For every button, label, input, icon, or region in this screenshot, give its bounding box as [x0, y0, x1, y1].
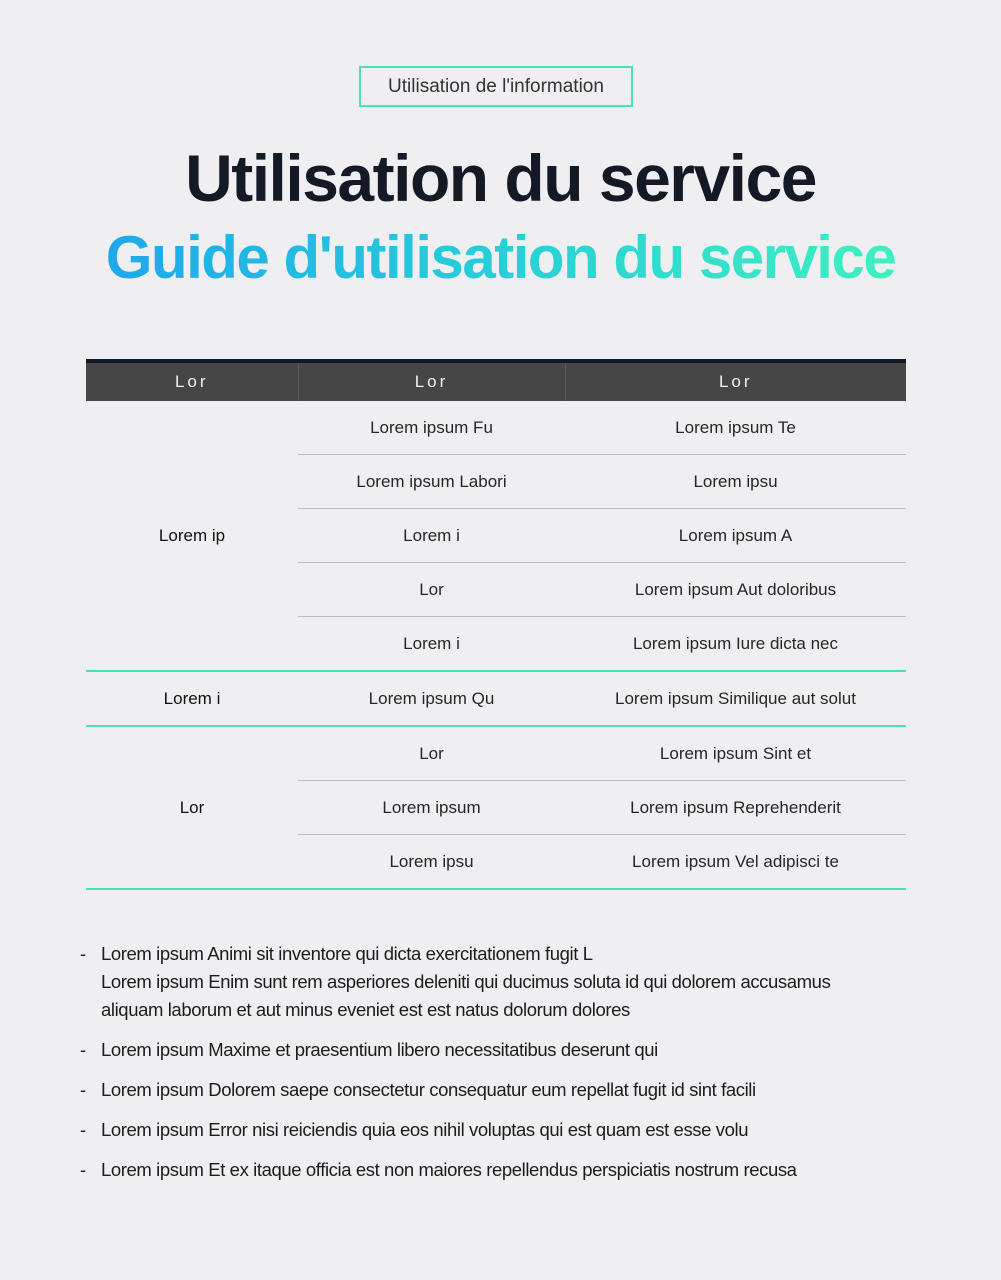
list-item [80, 940, 900, 1024]
table-cell: Lorem i [298, 509, 565, 563]
table-cell: Lor [298, 563, 565, 617]
note-line: aliquam laborum et aut minus eveniet est est natus dolorum dolores [101, 999, 630, 1020]
list-item [80, 1156, 900, 1184]
list-item [80, 1076, 900, 1104]
dash-bullet: - [80, 1039, 86, 1060]
note-line: Lorem ipsum Enim sunt rem asperiores deleniti qui ducimus soluta id qui dolorem accusamus [101, 971, 831, 992]
table-cell: Lorem ipsum [298, 781, 565, 835]
table-cell: Lorem ipsum Iure dicta nec [565, 617, 906, 672]
page-title: Utilisation du service [185, 141, 816, 215]
table-cell: Lorem ipsum Sint et [565, 726, 906, 781]
table-row [86, 671, 906, 726]
note-line: Lorem ipsum Dolorem saepe consectetur consequatur eum repellat fugit id sint facili [101, 1079, 756, 1100]
table-cell: Lorem ipsum A [565, 509, 906, 563]
section-tag: Utilisation de l'information [359, 66, 633, 107]
notes-list [80, 940, 900, 1196]
group-label: Lor [86, 726, 298, 889]
table-cell: Lor [298, 726, 565, 781]
group-label: Lorem i [86, 671, 298, 726]
note-line: Lorem ipsum Error nisi reiciendis quia eos nihil voluptas qui est quam est esse volu [101, 1119, 749, 1140]
table-cell: Lorem ipsu [565, 455, 906, 509]
table-row [86, 726, 906, 781]
dash-bullet: - [80, 1079, 86, 1100]
table-cell: Lorem ipsu [298, 835, 565, 890]
table-row [86, 401, 906, 455]
page-subtitle [0, 220, 1001, 296]
dash-bullet: - [80, 1159, 86, 1180]
column-header: Lor [565, 361, 906, 401]
table-cell: Lorem ipsum Aut doloribus [565, 563, 906, 617]
table-cell: Lorem ipsum Reprehenderit [565, 781, 906, 835]
list-item [80, 1036, 900, 1064]
column-header: Lor [298, 361, 565, 401]
note-line: Lorem ipsum Maxime et praesentium libero necessitatibus deserunt qui [101, 1039, 658, 1060]
note-line: Lorem ipsum Animi sit inventore qui dicta exercitationem fugit L [101, 943, 593, 964]
table-cell: Lorem ipsum Labori [298, 455, 565, 509]
table-cell: Lorem ipsum Fu [298, 401, 565, 455]
list-item [80, 1116, 900, 1144]
page-subtitle-text: Guide d'utilisation du service [105, 224, 896, 291]
table-header-row [86, 361, 906, 401]
dash-bullet: - [80, 943, 86, 964]
table-cell: Lorem ipsum Vel adipisci te [565, 835, 906, 890]
table-cell: Lorem ipsum Similique aut solut [565, 671, 906, 726]
column-header: Lor [86, 361, 298, 401]
info-table [86, 359, 906, 890]
table-cell: Lorem ipsum Qu [298, 671, 565, 726]
note-line: Lorem ipsum Et ex itaque officia est non maiores repellendus perspiciatis nostrum recusa [101, 1159, 797, 1180]
group-label: Lorem ip [86, 401, 298, 671]
table-cell: Lorem ipsum Te [565, 401, 906, 455]
table-cell: Lorem i [298, 617, 565, 672]
dash-bullet: - [80, 1119, 86, 1140]
